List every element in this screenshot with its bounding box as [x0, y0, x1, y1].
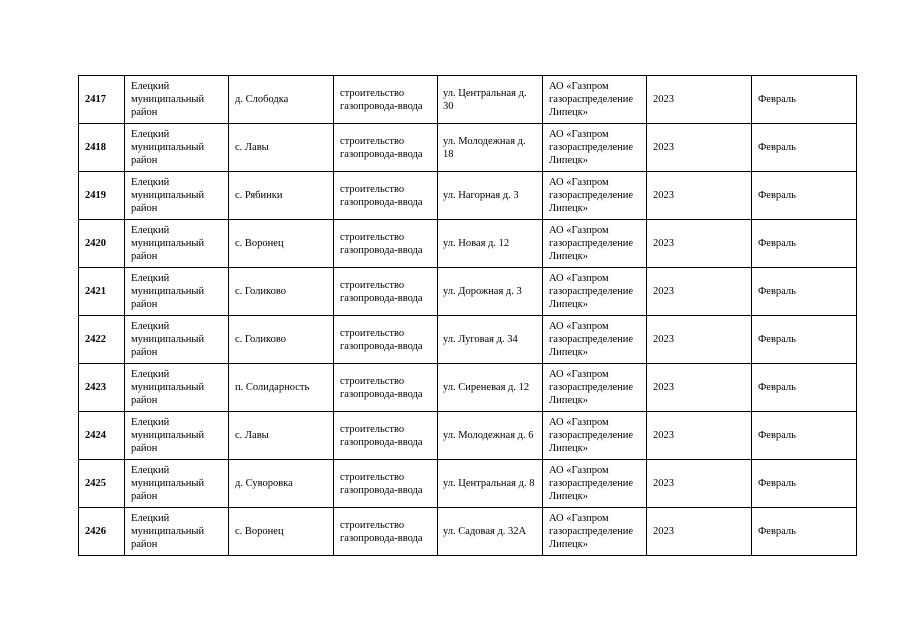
district-cell [125, 316, 229, 364]
settlement-cell-text: с. Воронец [235, 238, 284, 249]
organization-cell-text: АО «Газпром газораспределение Липецк» [549, 417, 634, 454]
work-type-cell-text: строительство газопровода-ввода [340, 471, 423, 496]
work-type-cell-text: строительство газопровода-ввода [340, 423, 423, 448]
month-cell-text: Февраль [758, 382, 796, 393]
month-cell [752, 220, 857, 268]
address-cell-text: ул. Луговая д. 34 [443, 334, 518, 345]
table-row [79, 412, 857, 460]
row-number-text: 2421 [85, 286, 106, 297]
row-number [79, 76, 125, 124]
row-number-text: 2417 [85, 94, 106, 105]
settlement-cell [229, 268, 334, 316]
organization-cell [543, 364, 647, 412]
settlement-cell-text: с. Воронец [235, 526, 284, 537]
district-cell-text: Елецкий муниципальный район [131, 369, 205, 406]
organization-cell-text: АО «Газпром газораспределение Липецк» [549, 513, 634, 550]
document-page [78, 75, 857, 556]
year-cell [647, 316, 752, 364]
district-cell [125, 220, 229, 268]
address-cell [438, 220, 543, 268]
address-cell [438, 316, 543, 364]
settlement-cell [229, 172, 334, 220]
table-body [79, 76, 857, 556]
settlement-cell-text: с. Лавы [235, 430, 269, 441]
work-type-cell-text: строительство газопровода-ввода [340, 87, 423, 112]
month-cell-text: Февраль [758, 190, 796, 201]
year-cell-text: 2023 [653, 430, 674, 441]
organization-cell [543, 124, 647, 172]
gasification-table [78, 75, 857, 556]
table-row [79, 316, 857, 364]
district-cell [125, 460, 229, 508]
table-row [79, 364, 857, 412]
district-cell [125, 76, 229, 124]
row-number-text: 2424 [85, 430, 106, 441]
organization-cell [543, 76, 647, 124]
address-cell-text: ул. Молодежная д. 18 [443, 135, 526, 160]
month-cell [752, 460, 857, 508]
row-number [79, 220, 125, 268]
organization-cell-text: АО «Газпром газораспределение Липецк» [549, 273, 634, 310]
settlement-cell [229, 460, 334, 508]
year-cell [647, 268, 752, 316]
address-cell [438, 364, 543, 412]
month-cell [752, 316, 857, 364]
month-cell-text: Февраль [758, 94, 796, 105]
work-type-cell [334, 412, 438, 460]
year-cell [647, 172, 752, 220]
settlement-cell-text: д. Суворовка [235, 478, 293, 489]
settlement-cell-text: с. Голиково [235, 286, 286, 297]
settlement-cell [229, 76, 334, 124]
month-cell-text: Февраль [758, 430, 796, 441]
address-cell [438, 76, 543, 124]
district-cell [125, 412, 229, 460]
month-cell-text: Февраль [758, 238, 796, 249]
district-cell [125, 268, 229, 316]
organization-cell-text: АО «Газпром газораспределение Липецк» [549, 225, 634, 262]
month-cell [752, 76, 857, 124]
year-cell [647, 124, 752, 172]
year-cell-text: 2023 [653, 142, 674, 153]
row-number-text: 2426 [85, 526, 106, 537]
settlement-cell [229, 220, 334, 268]
table-row [79, 460, 857, 508]
year-cell [647, 76, 752, 124]
district-cell [125, 364, 229, 412]
work-type-cell [334, 364, 438, 412]
settlement-cell-text: с. Голиково [235, 334, 286, 345]
month-cell [752, 364, 857, 412]
settlement-cell [229, 508, 334, 556]
month-cell [752, 268, 857, 316]
address-cell-text: ул. Центральная д. 8 [443, 478, 535, 489]
row-number [79, 412, 125, 460]
month-cell [752, 124, 857, 172]
address-cell [438, 460, 543, 508]
month-cell-text: Февраль [758, 142, 796, 153]
organization-cell [543, 460, 647, 508]
district-cell-text: Елецкий муниципальный район [131, 225, 205, 262]
work-type-cell-text: строительство газопровода-ввода [340, 327, 423, 352]
work-type-cell [334, 76, 438, 124]
work-type-cell [334, 268, 438, 316]
month-cell-text: Февраль [758, 526, 796, 537]
address-cell [438, 508, 543, 556]
row-number [79, 268, 125, 316]
organization-cell [543, 268, 647, 316]
organization-cell-text: АО «Газпром газораспределение Липецк» [549, 81, 634, 118]
month-cell [752, 172, 857, 220]
work-type-cell [334, 316, 438, 364]
settlement-cell-text: с. Лавы [235, 142, 269, 153]
district-cell-text: Елецкий муниципальный район [131, 513, 205, 550]
address-cell-text: ул. Дорожная д. 3 [443, 286, 522, 297]
year-cell [647, 508, 752, 556]
work-type-cell-text: строительство газопровода-ввода [340, 231, 423, 256]
district-cell [125, 172, 229, 220]
table-row [79, 220, 857, 268]
year-cell [647, 220, 752, 268]
month-cell-text: Февраль [758, 334, 796, 345]
row-number-text: 2422 [85, 334, 106, 345]
settlement-cell-text: д. Слободка [235, 94, 289, 105]
address-cell-text: ул. Нагорная д. 3 [443, 190, 519, 201]
year-cell-text: 2023 [653, 190, 674, 201]
row-number-text: 2419 [85, 190, 106, 201]
organization-cell-text: АО «Газпром газораспределение Липецк» [549, 177, 634, 214]
work-type-cell-text: строительство газопровода-ввода [340, 375, 423, 400]
district-cell-text: Елецкий муниципальный район [131, 465, 205, 502]
district-cell-text: Елецкий муниципальный район [131, 273, 205, 310]
settlement-cell [229, 412, 334, 460]
organization-cell-text: АО «Газпром газораспределение Липецк» [549, 129, 634, 166]
work-type-cell-text: строительство газопровода-ввода [340, 183, 423, 208]
month-cell [752, 508, 857, 556]
row-number-text: 2425 [85, 478, 106, 489]
district-cell-text: Елецкий муниципальный район [131, 129, 205, 166]
work-type-cell-text: строительство газопровода-ввода [340, 519, 423, 544]
address-cell-text: ул. Сиреневая д. 12 [443, 382, 530, 393]
row-number-text: 2418 [85, 142, 106, 153]
organization-cell [543, 316, 647, 364]
row-number [79, 316, 125, 364]
row-number-text: 2420 [85, 238, 106, 249]
row-number-text: 2423 [85, 382, 106, 393]
year-cell [647, 364, 752, 412]
month-cell [752, 412, 857, 460]
year-cell-text: 2023 [653, 94, 674, 105]
organization-cell [543, 172, 647, 220]
organization-cell-text: АО «Газпром газораспределение Липецк» [549, 321, 634, 358]
organization-cell [543, 220, 647, 268]
year-cell [647, 412, 752, 460]
work-type-cell [334, 220, 438, 268]
organization-cell-text: АО «Газпром газораспределение Липецк» [549, 465, 634, 502]
year-cell-text: 2023 [653, 334, 674, 345]
work-type-cell [334, 172, 438, 220]
work-type-cell-text: строительство газопровода-ввода [340, 279, 423, 304]
settlement-cell [229, 316, 334, 364]
row-number [79, 124, 125, 172]
month-cell-text: Февраль [758, 478, 796, 489]
settlement-cell [229, 364, 334, 412]
year-cell [647, 460, 752, 508]
district-cell-text: Елецкий муниципальный район [131, 177, 205, 214]
year-cell-text: 2023 [653, 286, 674, 297]
table-row [79, 508, 857, 556]
district-cell [125, 124, 229, 172]
work-type-cell [334, 508, 438, 556]
row-number [79, 508, 125, 556]
row-number [79, 364, 125, 412]
table-row [79, 76, 857, 124]
address-cell [438, 268, 543, 316]
work-type-cell-text: строительство газопровода-ввода [340, 135, 423, 160]
settlement-cell-text: п. Солидарность [235, 382, 310, 393]
district-cell [125, 508, 229, 556]
year-cell-text: 2023 [653, 526, 674, 537]
year-cell-text: 2023 [653, 382, 674, 393]
settlement-cell-text: с. Рябинки [235, 190, 283, 201]
district-cell-text: Елецкий муниципальный район [131, 417, 205, 454]
address-cell-text: ул. Центральная д. 30 [443, 87, 527, 112]
address-cell-text: ул. Садовая д. 32А [443, 526, 527, 537]
row-number [79, 172, 125, 220]
year-cell-text: 2023 [653, 478, 674, 489]
address-cell [438, 412, 543, 460]
organization-cell-text: АО «Газпром газораспределение Липецк» [549, 369, 634, 406]
address-cell-text: ул. Новая д. 12 [443, 238, 510, 249]
row-number [79, 460, 125, 508]
table-row [79, 268, 857, 316]
district-cell-text: Елецкий муниципальный район [131, 81, 205, 118]
organization-cell [543, 412, 647, 460]
address-cell [438, 124, 543, 172]
table-row [79, 124, 857, 172]
address-cell [438, 172, 543, 220]
year-cell-text: 2023 [653, 238, 674, 249]
settlement-cell [229, 124, 334, 172]
organization-cell [543, 508, 647, 556]
work-type-cell [334, 460, 438, 508]
month-cell-text: Февраль [758, 286, 796, 297]
work-type-cell [334, 124, 438, 172]
address-cell-text: ул. Молодежная д. 6 [443, 430, 534, 441]
table-row [79, 172, 857, 220]
district-cell-text: Елецкий муниципальный район [131, 321, 205, 358]
